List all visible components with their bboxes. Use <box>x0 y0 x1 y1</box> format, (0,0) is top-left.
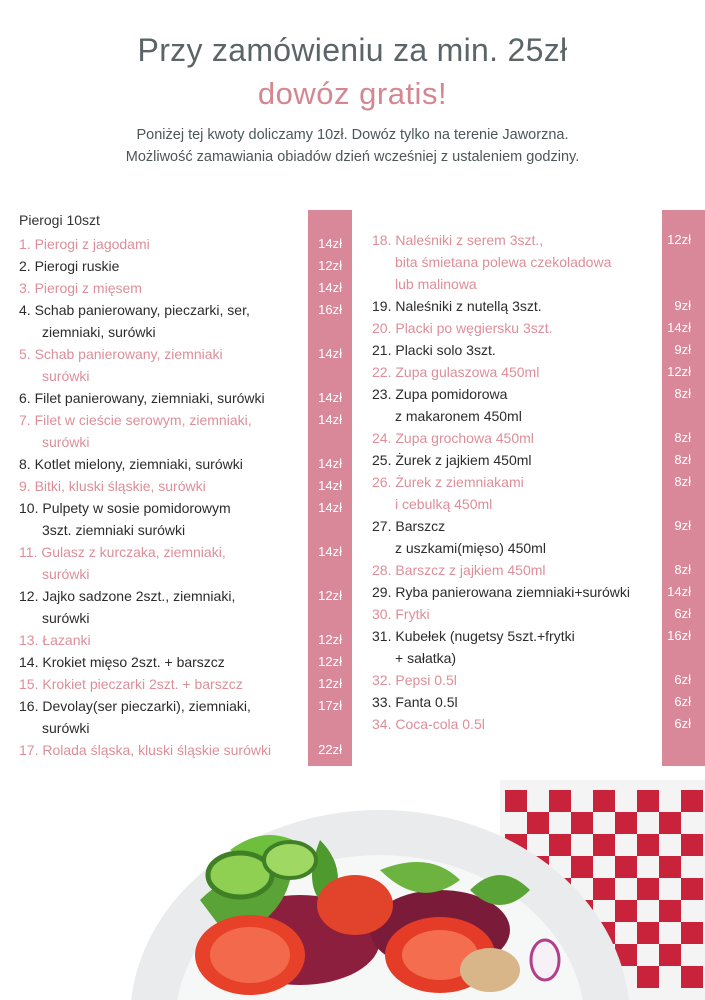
menu-item-price: 9zł <box>674 518 691 533</box>
menu-item-detail: i cebulką 450ml <box>395 496 493 512</box>
menu-item-price: 12zł <box>318 588 342 603</box>
menu-item-price: 14zł <box>318 478 342 493</box>
menu-item-price: 14zł <box>318 412 342 427</box>
menu-item-name: 25. Żurek z jajkiem 450ml <box>372 452 532 468</box>
menu-item <box>19 343 223 387</box>
menu-item-price: 12zł <box>318 654 342 669</box>
menu-item-price: 14zł <box>318 346 342 361</box>
menu-item-price: 16zł <box>667 628 691 643</box>
menu-item-price: 14zł <box>318 500 342 515</box>
menu-item-name: 13. Łazanki <box>19 632 91 648</box>
menu-item-price: 14zł <box>318 280 342 295</box>
menu-item-price: 17zł <box>318 698 342 713</box>
menu-item-name: 21. Placki solo 3szt. <box>372 342 496 358</box>
menu-item <box>19 475 206 497</box>
menu-item-name: 5. Schab panierowany, ziemniaki <box>19 346 223 362</box>
menu-item-name: 8. Kotlet mielony, ziemniaki, surówki <box>19 456 243 472</box>
menu-item <box>372 559 546 581</box>
menu-item <box>19 629 91 651</box>
menu-item-price: 6zł <box>674 606 691 621</box>
menu-item-detail: 3szt. ziemniaki surówki <box>42 522 186 538</box>
menu-item <box>372 383 522 427</box>
menu-item <box>19 497 231 541</box>
menu-item-price: 6zł <box>674 694 691 709</box>
menu-item <box>19 541 226 585</box>
menu-item-name: 14. Krokiet mięso 2szt. + barszcz <box>19 654 225 670</box>
menu-item-detail: surówki <box>42 566 90 582</box>
menu-item-name: 23. Zupa pomidorowa <box>372 386 508 402</box>
menu-item <box>372 449 532 471</box>
menu-item-name: 22. Zupa gulaszowa 450ml <box>372 364 540 380</box>
menu-item-name: 28. Barszcz z jajkiem 450ml <box>372 562 546 578</box>
menu-item-name: 3. Pierogi z mięsem <box>19 280 142 296</box>
menu-item-name: 11. Gulasz z kurczaka, ziemniaki, <box>19 544 226 560</box>
menu-item-price: 12zł <box>318 632 342 647</box>
menu-item-price: 8zł <box>674 452 691 467</box>
menu-item-price: 14zł <box>667 320 691 335</box>
delivery-note-line1: Poniżej tej kwoty doliczamy 10zł. Dowóz tylko na terenie Jaworzna. <box>136 127 569 143</box>
menu-item-price: 9zł <box>674 298 691 313</box>
menu-item-name: 30. Frytki <box>372 606 430 622</box>
menu-item-price: 6zł <box>674 716 691 731</box>
menu-item-price: 12zł <box>667 232 691 247</box>
menu-item <box>372 625 575 669</box>
menu-item-name: 10. Pulpety w sosie pomidorowym <box>19 500 231 516</box>
menu-item-name: 12. Jajko sadzone 2szt., ziemniaki, <box>19 588 236 604</box>
free-delivery-subtitle: dowóz gratis! <box>257 76 448 111</box>
menu-item <box>19 277 142 299</box>
menu-item-name: 16. Devolay(ser pieczarki), ziemniaki, <box>19 698 251 714</box>
menu-item <box>372 229 611 295</box>
salad-photo <box>0 780 705 1000</box>
menu-item-detail: surówki <box>42 368 90 384</box>
menu-item <box>372 515 546 559</box>
menu-item-detail: surówki <box>42 434 90 450</box>
menu-item-name: 34. Coca-cola 0.5l <box>372 716 485 732</box>
menu-item <box>372 471 524 515</box>
delivery-note-line2: Możliwość zamawiania obiadów dzień wcześniej z ustaleniem godziny. <box>125 149 580 165</box>
section-label-pierogi: Pierogi 10szt <box>19 212 100 228</box>
menu-item-price: 16zł <box>318 302 342 317</box>
menu-item <box>19 651 225 673</box>
menu-item-name: 26. Żurek z ziemniakami <box>372 474 524 490</box>
menu-item-price: 8zł <box>674 474 691 489</box>
menu-item-name: 19. Naleśniki z nutellą 3szt. <box>372 298 542 314</box>
menu-item-detail: bita śmietana polewa czekoladowa <box>395 254 612 270</box>
menu-item-price: 14zł <box>318 456 342 471</box>
menu-item-price: 8zł <box>674 386 691 401</box>
menu-item-price: 14zł <box>318 390 342 405</box>
menu-item-price: 12zł <box>318 676 342 691</box>
menu-item-price: 14zł <box>318 236 342 251</box>
menu-item-detail: lub malinowa <box>395 276 477 292</box>
menu-item-name: 4. Schab panierowany, pieczarki, ser, <box>19 302 250 318</box>
page-title: Przy zamówieniu za min. 25zł <box>137 32 568 68</box>
menu-item-name: 18. Naleśniki z serem 3szt., <box>372 232 544 248</box>
menu-item <box>19 453 243 475</box>
menu-item <box>19 387 265 409</box>
menu-item <box>372 603 430 625</box>
menu-item-detail: + sałatka) <box>395 650 457 666</box>
menu-item-name: 17. Rolada śląska, kluski śląskie surówki <box>19 742 272 758</box>
menu-item <box>19 299 250 343</box>
menu-item <box>372 691 458 713</box>
menu-item-price: 14zł <box>667 584 691 599</box>
menu-item-name: 33. Fanta 0.5l <box>372 694 458 710</box>
menu-item-name: 1. Pierogi z jagodami <box>19 236 150 252</box>
menu-item-name: 31. Kubełek (nugetsy 5szt.+frytki <box>372 628 575 644</box>
menu-item-name: 24. Zupa grochowa 450ml <box>372 430 534 446</box>
menu-item-detail: ziemniaki, surówki <box>42 324 156 340</box>
menu-item-name: 29. Ryba panierowana ziemniaki+surówki <box>372 584 630 600</box>
menu-item <box>19 695 251 739</box>
menu-item <box>372 581 630 603</box>
menu-item-detail: z uszkami(mięso) 450ml <box>395 540 546 556</box>
menu-item-name: 27. Barszcz <box>372 518 446 534</box>
menu-item-name: 9. Bitki, kluski śląskie, surówki <box>19 478 206 494</box>
menu-item <box>372 317 553 339</box>
menu-item <box>19 739 271 761</box>
menu-item <box>372 295 542 317</box>
menu-item-name: 6. Filet panierowany, ziemniaki, surówki <box>19 390 265 406</box>
menu-item-price: 9zł <box>674 342 691 357</box>
menu-item-price: 12zł <box>318 258 342 273</box>
menu-item <box>372 339 496 361</box>
menu-item-name: 32. Pepsi 0.5l <box>372 672 457 688</box>
menu-item <box>372 427 534 449</box>
menu-item-name: 2. Pierogi ruskie <box>19 258 120 274</box>
menu-item-price: 6zł <box>674 672 691 687</box>
menu-item <box>19 255 119 277</box>
menu-item <box>19 233 150 255</box>
menu-item-name: 15. Krokiet pieczarki 2szt. + barszcz <box>19 676 243 692</box>
menu-item <box>19 409 252 453</box>
menu-item <box>19 585 235 629</box>
menu-item-name: 20. Placki po węgiersku 3szt. <box>372 320 553 336</box>
menu-item-price: 8zł <box>674 562 691 577</box>
menu-item <box>372 361 539 383</box>
menu-item-price: 8zł <box>674 430 691 445</box>
menu-item-name: 7. Filet w cieście serowym, ziemniaki, <box>19 412 252 428</box>
menu-item <box>372 713 485 735</box>
menu-item <box>372 669 457 691</box>
menu-item-detail: z makaronem 450ml <box>395 408 522 424</box>
menu-item-detail: surówki <box>42 610 90 626</box>
menu-item <box>19 673 243 695</box>
menu-item-detail: surówki <box>42 720 90 736</box>
menu-item-price: 12zł <box>667 364 691 379</box>
menu-item-price: 14zł <box>318 544 342 559</box>
menu-item-price: 22zł <box>318 742 342 757</box>
